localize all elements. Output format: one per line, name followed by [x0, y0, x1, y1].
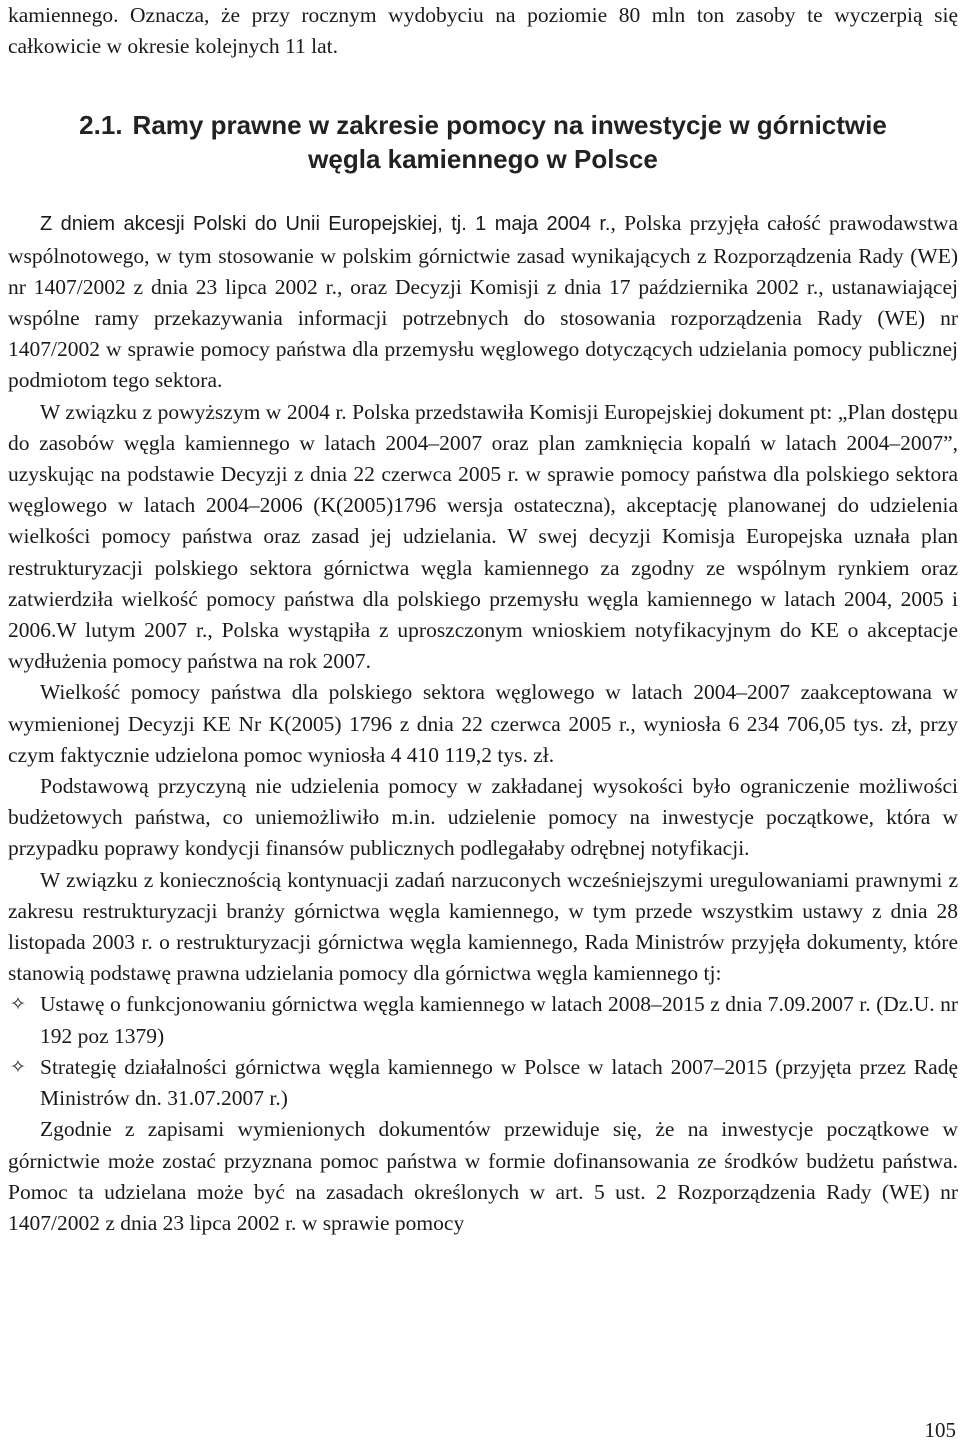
- list-item: [8, 989, 958, 1051]
- paragraph-4: Podstawową przyczyną nie udzielenia pomocy w zakładanej wysokości było ograniczenie możliwości budżetowych państwa, co uniemożliwiło m.in. udzielenie pomocy na inwestycje początkowe, która w przypadku poprawy kondycji finansów publicznych podlegałaby odrębnej notyfikacji.: [8, 774, 958, 861]
- section-number: 2.1.: [79, 110, 123, 141]
- list-item: [8, 1052, 958, 1114]
- four-pointed-star-icon: ✧: [10, 993, 26, 1016]
- paragraph-1: [8, 208, 958, 396]
- list-item-text: Ustawę o funkcjonowaniu górnictwa węgla kamiennego w latach 2008–2015 z dnia 7.09.2007 r. (Dz.U. nr 192 poz 1379): [40, 992, 958, 1048]
- paragraph-5: W związku z koniecznością kontynuacji zadań narzuconych wcześniejszymi uregulowaniami prawnymi z zakresu restrukturyzacji branży górnictwa węgla kamiennego, w tym przede wszystkim ustawy z dnia 28 listopada 2003 r. o restrukturyzacji górnictwa węgla kamiennego, Rada Ministrów przyjęła dokumenty, które stanowią podstawę prawna udzielania pomocy dla górnictwa węgla kamiennego tj:: [8, 867, 958, 986]
- section-title-line-1: Ramy prawne w zakresie pomocy na inwestycje w górnictwie: [132, 110, 887, 141]
- list-item-text: Strategię działalności górnictwa węgla kamiennego w Polsce w latach 2007–2015 (przyjęta przez Radę Ministrów dn. 31.07.2007 r.): [40, 1054, 958, 1111]
- document-page: [8, 0, 958, 1239]
- section-title-line-2: węgla kamiennego w Polsce: [308, 144, 658, 175]
- paragraph-3: Wielkość pomocy państwa dla polskiego sektora węglowego w latach 2004–2007 zaakceptowana w wymienionej Decyzji KE Nr K(2005) 1796 z dnia 22 czerwca 2005 r., wyniosła 6 234 706,05 tys. zł, przy czym faktycznie udzielona pomoc wyniosła 4 410 119,2 tys. zł.: [8, 680, 958, 767]
- section-heading: [8, 108, 958, 176]
- paragraph-6: Zgodnie z zapisami wymienionych dokumentów przewiduje się, że na inwestycje początkowe w górnictwie może zostać przyznana pomoc państwa w formie dofinansowania ze środków budżetu państwa. Pomoc ta udzielana może być na zasadach określonych w art. 5 ust. 2 Rozporządzenia Rady (WE) nr 1407/2002 z dnia 23 lipca 2002 r. w sprawie pomocy: [8, 1117, 958, 1235]
- legal-documents-list: [8, 989, 958, 1114]
- paragraph-1-sans-part: Z dniem akcesji Polski do Unii Europejskiej, tj. 1 maja 2004 r.: [40, 213, 611, 236]
- intro-paragraph: kamiennego. Oznacza, że przy rocznym wydobyciu na poziomie 80 mln ton zasoby te wyczerpią się całkowicie w okresie kolejnych 11 lat.: [8, 3, 958, 59]
- paragraph-1-serif-part: , Polska przyjęła całość prawodawstwa wspólnotowego, w tym stosowanie w polskim górnictwie zasad wynikających z Rozporządzenia Rady (WE) nr 1407/2002 z dnia 23 lipca 2002 r., oraz Decyzji Komisji z dnia 17 października 2002 r., ustanawiającej wspólne ramy przekazywania informacji potrzebnych do stosowania rozporządzenia Rady (WE) nr 1407/2002 w sprawie pomocy państwa dla przemysłu węglowego dotyczących udzielania pomocy publicznej podmiotom tego sektora.: [8, 211, 958, 393]
- page-number: 105: [924, 1418, 956, 1442]
- paragraph-2: W związku z powyższym w 2004 r. Polska przedstawiła Komisji Europejskiej dokument pt: „Plan dostępu do zasobów węgla kamiennego w latach 2004–2007 oraz plan zamknięcia kopalń w latach 2004–2007”, uzyskując na podstawie Decyzji z dnia 22 czerwca 2005 r. w sprawie pomocy państwa dla polskiego sektora węglowego w latach 2004–2006 (K(2005)1796 wersja ostateczna), akceptację planowanej do udzielenia wielkości pomocy państwa oraz zasad jej udzielania. W swej decyzji Komisja Europejska uznała plan restrukturyzacji polskiego sektora górnictwa węgla kamiennego za zgodny ze wspólnym rynkiem oraz zatwierdziła wielkość pomocy państwa dla polskiego przemysłu węgla kamiennego w latach 2004, 2005 i 2006.W lutym 2007 r., Polska wystąpiła z uproszczonym wnioskiem notyfikacyjnym do KE o akceptacje wydłużenia pomocy państwa na rok 2007.: [8, 399, 958, 674]
- four-pointed-star-icon: ✧: [10, 1055, 26, 1078]
